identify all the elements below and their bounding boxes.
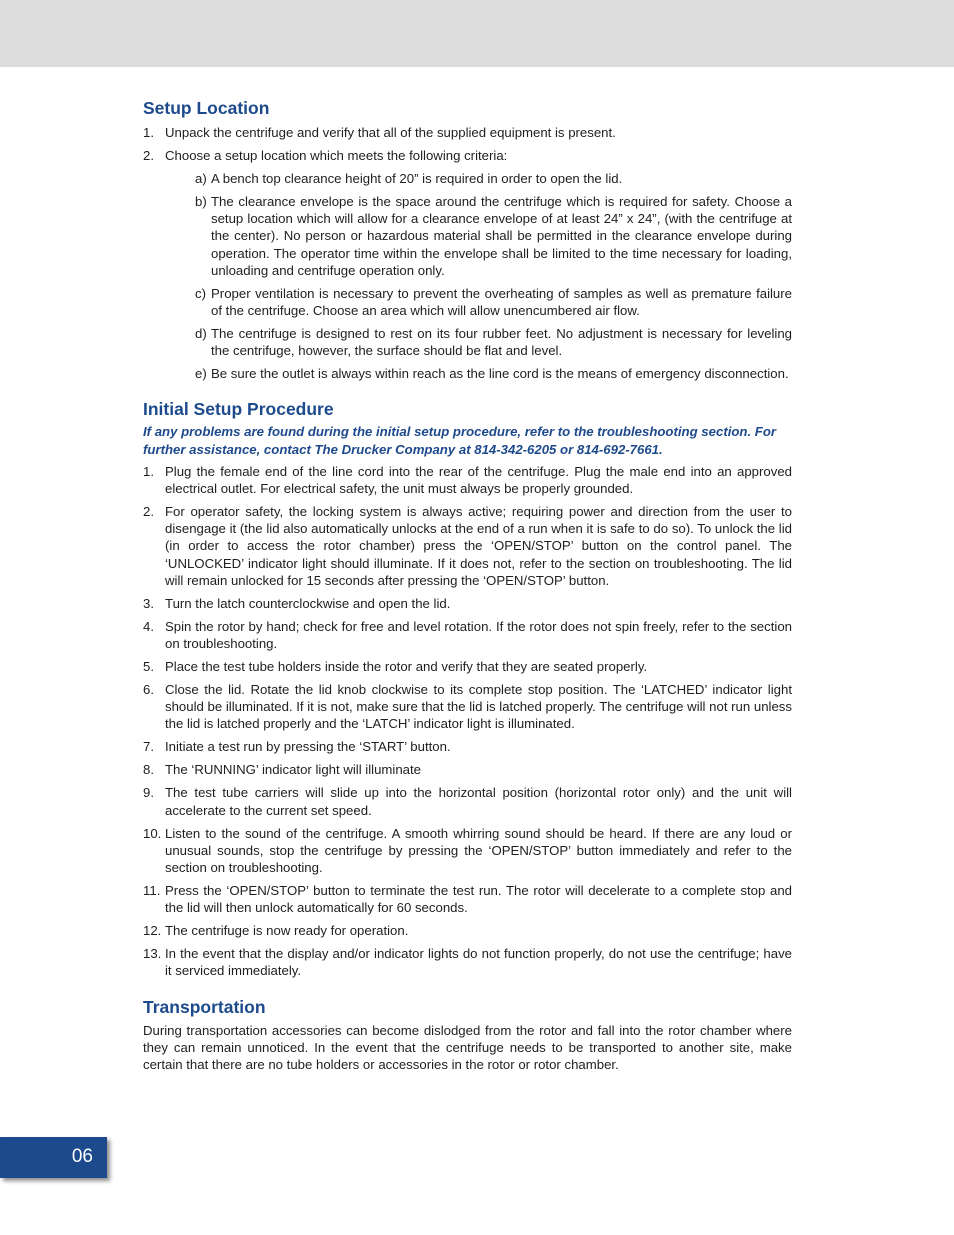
step-text: Plug the female end of the line cord into the rear of the centrifuge. Plug the male end into an approved electrical outlet. For electrical safety, the unit must always be properly grounded. <box>165 463 792 497</box>
step-number: 4. <box>143 618 154 634</box>
criteria-text: Proper ventilation is necessary to prevent the overheating of samples as well as premature failure of the centrifuge. Choose an area which will allow unencumbered air flow. <box>211 285 792 319</box>
criteria-item <box>143 170 792 187</box>
criteria-label: d) <box>195 326 207 342</box>
step-text: The ‘RUNNING’ indicator light will illuminate <box>165 762 422 778</box>
step-item <box>143 618 792 652</box>
step-text: Close the lid. Rotate the lid knob clockwise to its complete stop position. The ‘LATCHED’ indicator light should be illuminated. If it is not, make sure that the lid is latched properly. The centrifuge will not run unless the lid is latched properly and the ‘LATCH’ indicator light is illuminated. <box>165 682 792 732</box>
step-number: 12. <box>143 923 162 939</box>
section-heading-transportation: Transportation <box>143 996 266 1017</box>
criteria-label: b) <box>195 194 207 209</box>
step-text: Listen to the sound of the centrifuge. A smooth whirring sound should be heard. If there are any loud or unusual sounds, stop the centrifuge by pressing the ‘OPEN/STOP’ button immediately and refer to the section on troubleshooting. <box>165 825 792 876</box>
section-heading-initial-setup: Initial Setup Procedure <box>143 399 334 420</box>
step-number: 1. <box>143 463 154 479</box>
step-text: Press the ‘OPEN/STOP’ button to terminate the test run. The rotor will decelerate to a complete stop and the lid will then unlock automatically for 60 seconds. <box>165 883 792 916</box>
step-text: In the event that the display and/or indicator lights do not function properly, do not use the centrifuge; have it serviced immediately. <box>165 946 792 979</box>
criteria-label: a) <box>195 171 207 186</box>
setup-location-list <box>143 124 792 164</box>
step-item <box>143 503 792 589</box>
step-item <box>143 658 792 675</box>
step-item <box>143 825 792 877</box>
page-number-tab <box>0 1137 107 1178</box>
step-item <box>143 882 792 916</box>
criteria-text: A bench top clearance height of 20” is required in order to open the lid. <box>211 171 623 186</box>
step-item <box>143 761 792 778</box>
step-number: 11. <box>143 883 161 899</box>
step-text: The test tube carriers will slide up into the horizontal position (horizontal rotor only) and the unit will accelerate to the current set speed. <box>165 785 792 818</box>
page-content <box>143 97 792 1073</box>
step-text: For operator safety, the locking system is always active; requiring power and direction from the user to disengage it (the lid also automatically unlocks at the end of a run when it is safe to do so). To unlock the lid (in order to access the rotor chamber) press the ‘OPEN/STOP’ button on the control panel. The ‘UNLOCKED’ indicator light should illuminate. If it does not, refer to the section on troubleshooting. The lid will remain unlocked for 15 seconds after pressing the ‘OPEN/STOP’ button. <box>165 504 792 588</box>
criteria-text: Be sure the outlet is always within reach as the line cord is the means of emergency disconnection. <box>211 366 789 382</box>
header-band <box>0 0 954 67</box>
step-item <box>143 595 792 612</box>
step-text: The centrifuge is now ready for operation. <box>165 923 409 939</box>
criteria-list <box>143 170 792 382</box>
page-number: 06 <box>71 1146 93 1167</box>
step-text: Spin the rotor by hand; check for free and level rotation. If the rotor does not spin freely, refer to the section on troubleshooting. <box>165 618 792 652</box>
step-number: 2. <box>143 504 154 520</box>
step-text: Turn the latch counterclockwise and open the lid. <box>165 595 451 611</box>
criteria-text: The clearance envelope is the space around the centrifuge which is required for safety. Choose a setup location which will allow for a clearance envelope of at least 24” x 24”, (with the centrifuge at the center). No person or hazardous material shall be permitted in the clearance envelope during operation. The operator time within the envelope shall be limited to the time necessary for loading, unloading and centrifuge operation only. <box>211 194 792 278</box>
initial-setup-steps <box>143 463 792 980</box>
criteria-item <box>143 285 792 319</box>
step-number: 10. <box>143 825 162 841</box>
troubleshooting-note: If any problems are found during the initial setup procedure, refer to the troubleshooting section. For further assistance, contact The Drucker Company at 814-342-6205 or 814-692-7661. <box>143 424 777 457</box>
step-item <box>143 784 792 818</box>
step-text: Place the test tube holders inside the rotor and verify that they are seated properly. <box>165 659 648 675</box>
step-item <box>143 681 792 733</box>
transportation-body: During transportation accessories can become dislodged from the rotor and fall into the rotor chamber where they can remain unnoticed. In the event that the centrifuge needs to be transported to another site, make certain that there are no tube holders or accessories in the rotor or rotor chamber. <box>143 1022 792 1073</box>
list-text: Choose a setup location which meets the following criteria: <box>165 148 508 163</box>
criteria-item <box>143 193 792 279</box>
step-number: 13. <box>143 946 162 962</box>
criteria-item <box>143 365 792 382</box>
step-number: 3. <box>143 595 154 611</box>
criteria-item <box>143 325 792 359</box>
step-item <box>143 738 792 755</box>
criteria-text: The centrifuge is designed to rest on its four rubber feet. No adjustment is necessary for leveling the centrifuge, however, the surface should be flat and level. <box>211 326 792 359</box>
step-text: Initiate a test run by pressing the ‘START’ button. <box>165 739 451 755</box>
list-item <box>143 124 792 141</box>
list-number: 2. <box>143 148 154 163</box>
step-number: 6. <box>143 682 154 698</box>
step-number: 5. <box>143 659 154 675</box>
section-heading-setup-location: Setup Location <box>143 98 270 118</box>
list-text: Unpack the centrifuge and verify that all of the supplied equipment is present. <box>165 125 616 140</box>
step-number: 9. <box>143 785 154 801</box>
step-item <box>143 945 792 979</box>
step-number: 7. <box>143 739 154 755</box>
step-number: 8. <box>143 762 154 778</box>
step-item <box>143 463 792 497</box>
list-item <box>143 147 792 164</box>
list-number: 1. <box>143 125 154 140</box>
criteria-label: e) <box>195 366 207 382</box>
criteria-label: c) <box>195 285 206 301</box>
step-item <box>143 922 792 939</box>
